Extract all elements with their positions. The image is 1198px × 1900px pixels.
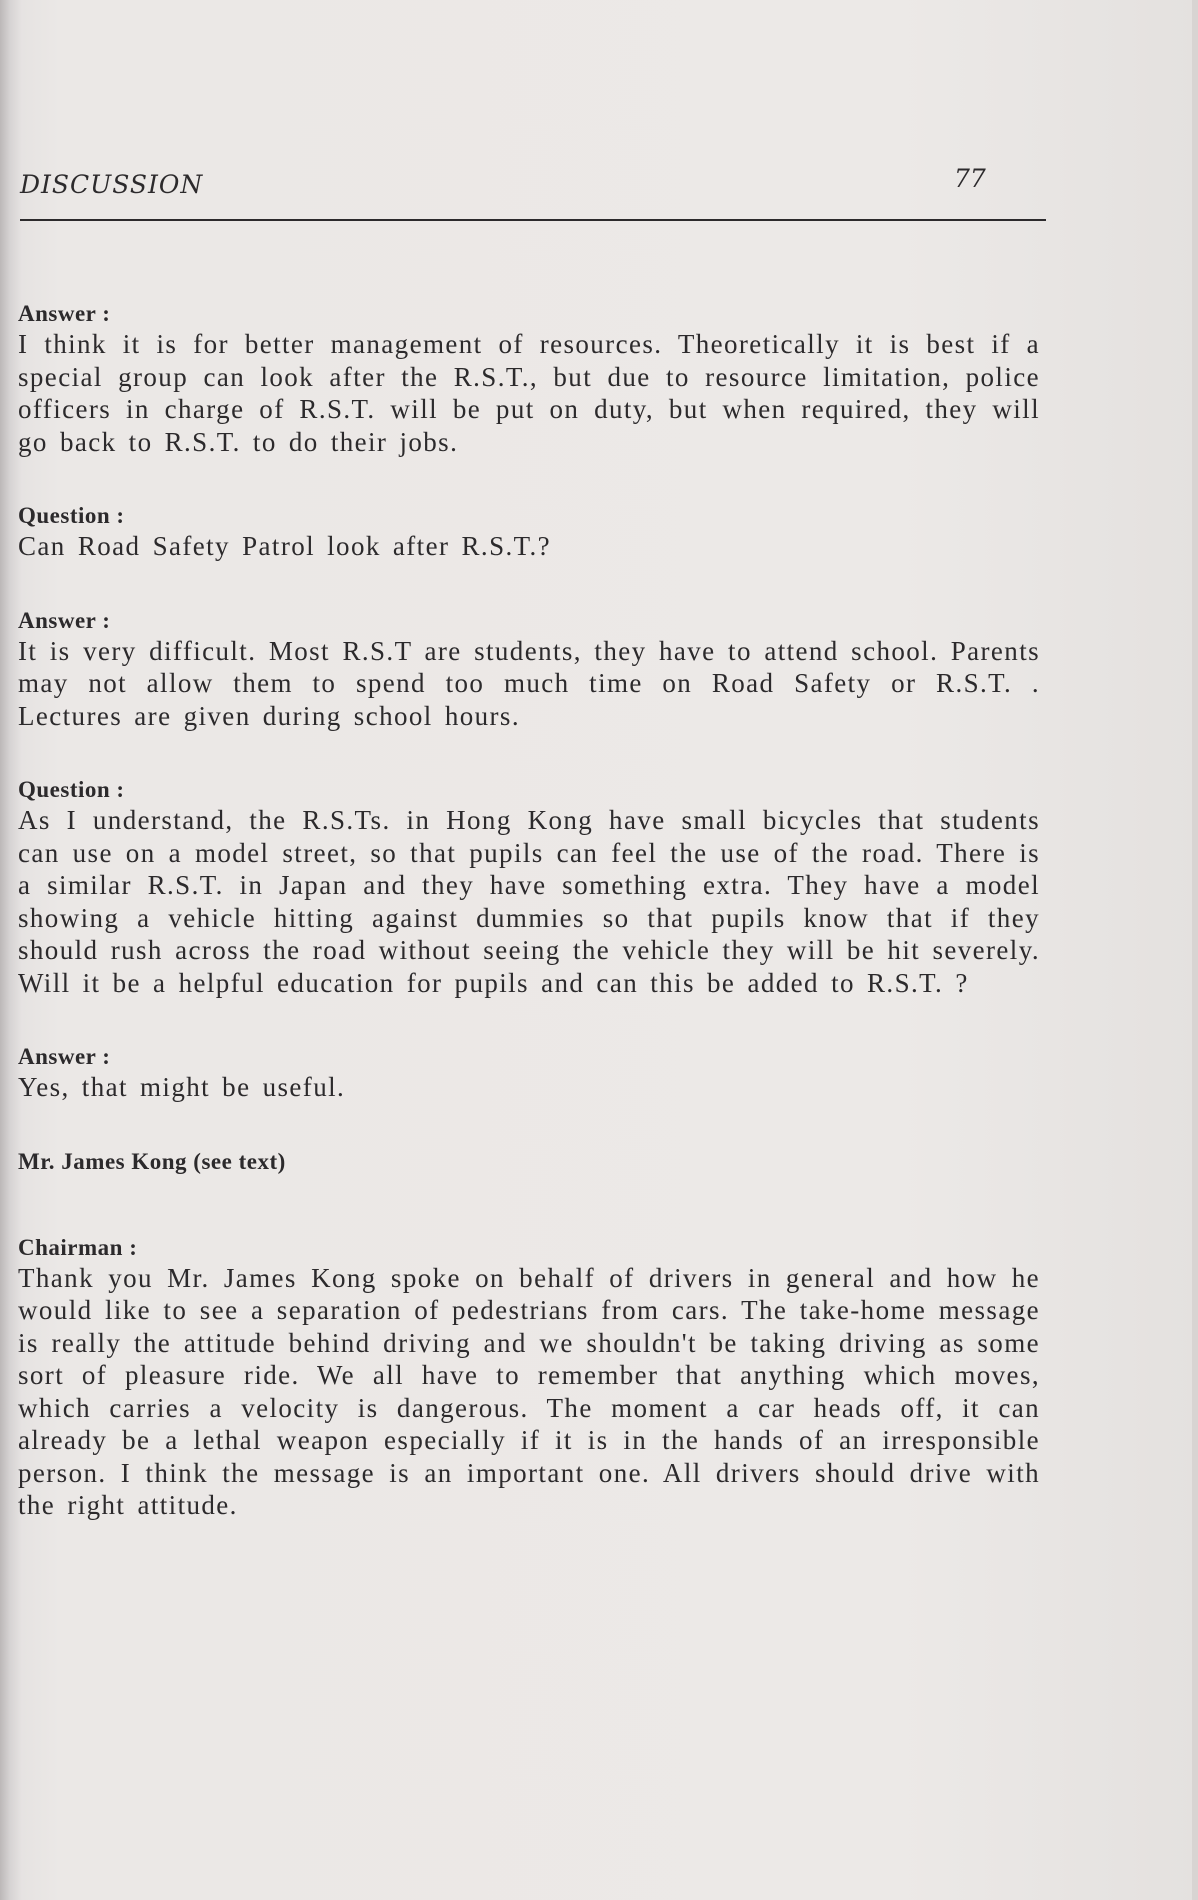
page-header (20, 164, 1046, 224)
running-head: DISCUSSION (20, 170, 204, 199)
paragraph: It is very difficult. Most R.S.T are students, they have to attend school. Parents may not allow them to spend too much time on Road Safety or R.S.T. . Lectures are given during school hours. (18, 635, 1040, 731)
page-number: 77 (954, 164, 986, 193)
discussion-block (18, 1234, 1040, 1522)
discussion-block (18, 300, 1040, 458)
speaker-label: Answer : (18, 1044, 111, 1069)
spacer (18, 732, 1040, 776)
discussion-body (18, 300, 1040, 1522)
speaker-label: Question : (18, 503, 125, 528)
paragraph: I think it is for better management of resources. Theoretically it is best if a special group can look after the R.S.T., but due to resource limitation, police officers in charge of R.S.T. will be put on duty, but when required, they will go back to R.S.T. to do their jobs. (18, 329, 1040, 457)
speaker-label: Chairman : (18, 1234, 138, 1260)
page-edge (1192, 0, 1198, 1900)
discussion-block (18, 1148, 1040, 1176)
discussion-block (18, 776, 1040, 999)
header-rule (20, 219, 1046, 221)
paragraph: Can Road Safety Patrol look after R.S.T.? (18, 531, 552, 561)
paragraph: Yes, that might be useful. (18, 1072, 346, 1102)
speaker-label: Answer : (18, 607, 111, 633)
paragraph: Thank you Mr. James Kong spoke on behalf of drivers in general and how he would like to see a separation of pedestrians from cars. The take-home message is really the attitude behind driving and we shouldn't be taking driving as some sort of pleasure ride. We all have to remember that anything which moves, which carries a velocity is dangerous. The moment a car heads off, it can already be a lethal weapon especially if it is in the hands of an irresponsible person. I think the message is an important one. All drivers should drive with the right attitude. (18, 1262, 1040, 1520)
speaker-label: Mr. James Kong (see text) (18, 1148, 286, 1174)
spacer (18, 1104, 1040, 1148)
speaker-label: Question : (18, 777, 125, 802)
discussion-block (18, 607, 1040, 733)
speaker-label: Answer : (18, 301, 111, 326)
discussion-block (18, 1043, 1040, 1104)
spacer (18, 458, 1040, 502)
discussion-block (18, 502, 1040, 563)
spacer (18, 1176, 1040, 1234)
spacer (18, 563, 1040, 607)
spacer (18, 999, 1040, 1043)
paragraph: As I understand, the R.S.Ts. in Hong Kong have small bicycles that students can use on a model street, so that pupils can feel the use of the road. There is a similar R.S.T. in Japan and they have something extra. They have a model showing a vehicle hitting against dummies so that pupils know that if they should rush across the road without seeing the vehicle they will be hit severely. Will it be a helpful education for pupils and can this be added to R.S.T. ? (18, 805, 1040, 998)
